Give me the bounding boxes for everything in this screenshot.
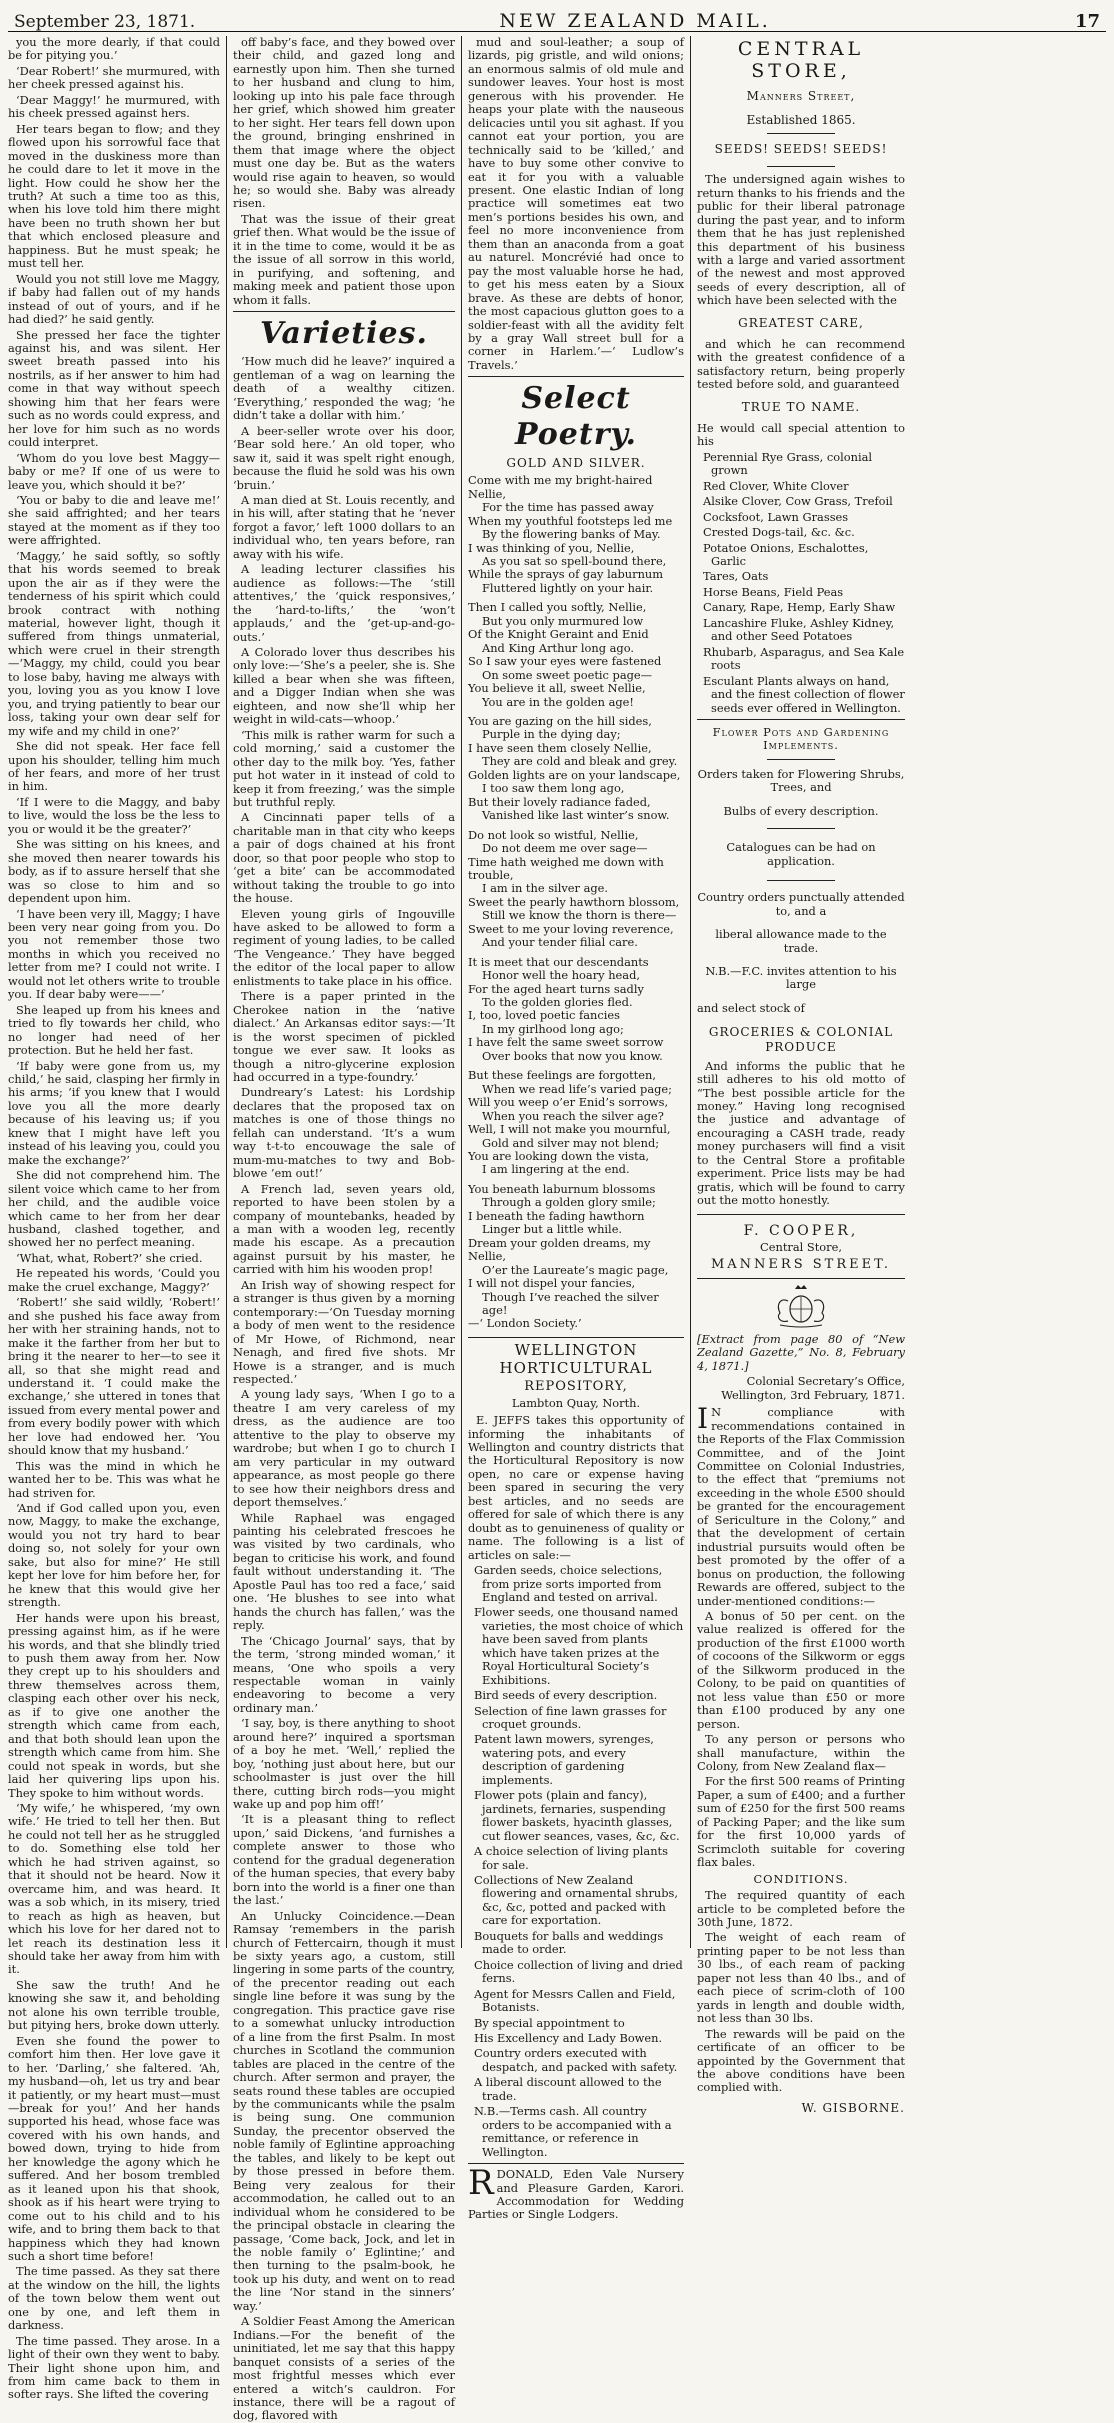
- poem-stanza: [468, 601, 684, 709]
- central-store-title: CENTRAL STORE,: [737, 38, 865, 83]
- poem-line: I too saw them long ago,: [482, 781, 625, 796]
- paragraph: Her hands were upon his breast, pressing against him, as if he were his words, and that she blindly tried to push them away from her. Now they crept up to his shoulders and threw themselves across them, clasping each other over his neck, as if to give one another the strength which came from each, and that both should lean upon the strength which came from him. She could not speak in words, but she laid her quivering lips upon his. They spoke to him without words.: [8, 1610, 220, 1800]
- poem-line: Time hath weighed me down with trouble,: [468, 854, 664, 882]
- paragraph: ‘My wife,’ he whispered, ‘my own wife.’ He tried to tell her then. But he could not tell her as he struggled to do. Something else told her which he had striven against, so that it should not be heard. Now it overcame him, and was heard. It was a sob which, in its misery, tried to reach as high as heaven, but which his love for her dared not to let reach its destination less it should take her away from him with it.: [8, 1801, 220, 1977]
- poem-stanza: [468, 956, 684, 1064]
- divider: [697, 1278, 905, 1279]
- poem-line: As you sat so spell-bound there,: [482, 553, 667, 568]
- issue-date: September 23, 1871.: [14, 12, 196, 32]
- paragraph: Even she found the power to comfort him then. Her love gave it to her. ‘Darling,’ she faltered. ‘Ah, my husband—oh, let us try and bear it patiently, or my heart must—must—break for you!’ And her hands supported his head, whose face was covered with his own hands, and bowed down, trying to hide from her knowledge the agony which he suffered. And her bosom trembled as it leaned upon his that shook, shook as if his heart were trying to come out to his child and to his wife, and to bring them back to that happiness which they had known such a short time before!: [8, 2033, 220, 2263]
- poem-line: But their lovely radiance faded,: [468, 794, 651, 809]
- paragraph: ‘It is a pleasant thing to reflect upon,’ said Dickens, ‘and furnishes a complete answer to those who contend for the gradual degeneration of the human species, that every baby born into the world is a finer one than the last.’: [233, 1812, 455, 1908]
- paragraph: She did not comprehend him. The silent voice which came to her from her child, and the audible voice which came to her from her dear husband, clashed together, and showed her no perfect meaning.: [8, 1168, 220, 1250]
- paragraph: While Raphael was engaged painting his celebrated frescoes he was visited by two cardinals, who began to criticise his work, and found fault without understanding it. ‘The Apostle Paul has too red a face,’ said one. ‘He blushes to see into what hands the church has fallen,’ was the reply.: [233, 1510, 455, 1633]
- poem-stanza: [468, 474, 684, 595]
- section-divider: [468, 376, 684, 377]
- section-divider: [468, 1337, 684, 1338]
- paragraph: The required quantity of each article to be completed before the 30th June, 1872.: [697, 1888, 905, 1929]
- paragraph: The time passed. As they sat there at the window on the hill, the lights of the town below them went out one by one, and left them in darkness.: [8, 2264, 220, 2333]
- poem-line: Fluttered lightly on your hair.: [482, 580, 654, 595]
- poem-line: So I saw your eyes were fastened: [468, 654, 662, 669]
- paragraph: She leaped up from his knees and tried to fly towards her child, who no longer had need of her protection. But he held her fast.: [8, 1002, 220, 1058]
- poem-line: Come with me my bright-haired Nellie,: [468, 473, 653, 501]
- horticultural-intro: E. JEFFS takes this opportunity of informing the inhabitants of Wellington and country districts that the Horticultural Repository is now open, no care or expense having been spared in securing the very best articles, and no seeds are offered for sale of which there is any doubt as to genuineness of quality or name. The following is a list of articles on sale:—: [468, 1413, 684, 1562]
- paragraph: An Irish way of showing respect for a stranger is thus given by a morning contemporary:—‘On Tuesday morning a body of men went to the residence of Mr Howe, of Richmond, near Nenagh, and fired five shots. Mr Howe is a stranger, and is much respected.’: [233, 1277, 455, 1386]
- masthead: [8, 6, 1106, 32]
- poem-line: Sweet the pearly hawthorn blossom,: [468, 894, 680, 909]
- divider: [767, 880, 835, 881]
- paragraph: This was the mind in which he wanted her to be. This was what he had striven for.: [8, 1458, 220, 1500]
- divider: [697, 719, 905, 720]
- poem-line: I was thinking of you, Nellie,: [468, 540, 635, 555]
- poem-line: You beneath laburnum blossoms: [468, 1181, 656, 1196]
- poem-line: Honor well the hoary head,: [482, 968, 640, 983]
- store-established: Established 1865.: [746, 112, 856, 127]
- horticultural-subtitle: REPOSITORY,: [524, 1379, 628, 1395]
- poem-line: To the golden glories fled.: [482, 995, 633, 1010]
- varieties-heading: Varieties.: [260, 316, 428, 352]
- paragraph: He repeated his words, ‘Could you make the cruel exchange, Maggy?’: [8, 1266, 220, 1294]
- poem-line: I will not dispel your fancies,: [468, 1276, 636, 1291]
- poem-line: I am in the silver age.: [482, 881, 609, 896]
- colonial-office: Colonial Secretary’s Office,: [746, 1374, 905, 1389]
- paragraph: you the more dearly, if that could be for pitying you.’: [8, 35, 220, 63]
- paragraph: ‘This milk is rather warm for such a cold morning,’ said a customer the other day to the milk boy. ‘Yes, father put hot water in it instead of cold to keep it from freezing,’ was the simple but truthful reply.: [233, 727, 455, 809]
- poem-line: On some sweet poetic page—: [482, 667, 653, 682]
- store-motto: And informs the public that he still adheres to his old motto of “The best possible article for the money.” Having long recognised the justice and advantage of encouraging a CASH trade, ready money purchasers will find a visit to the Central Store a profitable experiment. Price lists may be had gratis, which will be found to carry out the motto honestly.: [697, 1058, 905, 1208]
- paragraph: off baby’s face, and they bowed over their child, and gazed long and earnestly upon him. Then she turned to her husband and clung to him, looking up into his pale face through her grief, which showed him greater to her sight. Her tears fell down upon the ground, bringing enshrined in them that image where the object must one day be. But as the waters would rise again to heaven, so would he; so would she. Baby was already risen.: [233, 35, 455, 211]
- paragraph: A French lad, seven years old, reported to have been stolen by a company of mountebanks, headed by a man with a wooden leg, recently made his escape. As a precaution against pursuit by his master, he carried with him his wooden prop!: [233, 1181, 455, 1277]
- paragraph: ‘Maggy,’ he said softly, so softly that his words seemed to break upon the air as if they were the tenderness of his spirit which could brook contract with nothing material, however light, though it suffered from things unmaterial, which were cruel in their strength—‘Maggy, my child, could you bear to lose baby, having me always with you, loving you as you know I love you, and trying patiently to bear our loss, taking your own dear self for my wife and my child in one?’: [8, 548, 220, 738]
- paragraph: Cocksfoot, Lawn Grasses: [703, 509, 849, 524]
- poem-line: When we read life’s varied page;: [482, 1081, 672, 1096]
- paragraph: Agent for Messrs Callen and Field, Botanists.: [474, 1986, 676, 2015]
- paragraph: ‘And if God called upon you, even now, Maggy, to make the exchange, would you not try hard to bear doing so, not solely for your own sake, but also for mine?’ He still kept her love for him before her, for he knew that this would give her strength.: [8, 1501, 220, 1610]
- orders-line-1: Orders taken for Flowering Shrubs, Trees, and: [697, 766, 905, 795]
- country-orders-2: liberal allowance made to the trade.: [715, 927, 887, 955]
- special-attention: He would call special attention to his: [697, 420, 905, 449]
- column-4: [697, 36, 905, 2115]
- poem-line: Of the Knight Geraint and Enid: [468, 627, 649, 642]
- divider: [767, 759, 835, 760]
- poem-line: Over books that now you know.: [482, 1048, 663, 1063]
- gisborne-signature: W. GISBORNE.: [801, 2100, 905, 2115]
- poem-line: Do not deem me over sage—: [482, 841, 648, 856]
- store-intro: The undersigned again wishes to return thanks to his friends and the public for their liberal patronage during the past year, and to inform them that he has just replenished this department of his business with a large and varied assortment of the newest and most approved seeds of every description, all of which have been selected with the: [697, 172, 905, 308]
- poem-line: But these feelings are forgotten,: [468, 1068, 656, 1083]
- poem-line: In my girlhood long ago;: [482, 1021, 624, 1036]
- poem-line: They are cold and bleak and grey.: [482, 754, 678, 769]
- paragraph: ‘I have been very ill, Maggy; I have been very near going from you. Do you not remember those two months in which you received no letter from me? I could not write. I would not let others write to trouble you. If dear baby were——’: [8, 906, 220, 1002]
- paragraph: Canary, Rape, Hemp, Early Shaw: [703, 600, 896, 615]
- paragraph: A bonus of 50 per cent. on the value realized is offered for the production of the first £1000 worth of cocoons of the Silkworm or eggs of the Silkworm produced in the Colony, to be paid on quantities of not less value than £50 or more than £100 produced by any one person.: [697, 1609, 905, 1731]
- paragraph: Patent lawn mowers, syrenges, watering pots, and every description of gardening implements.: [474, 1732, 654, 1787]
- paragraph: Eleven young girls of Ingouville have asked to be allowed to form a regiment of young ladies, to be called ‘The Vengeance.’ They have begged the editor of the local paper to allow enlistments to take place in his office.: [233, 906, 455, 988]
- column-2: [233, 35, 462, 2423]
- store-seed-list: [697, 451, 905, 715]
- true-to-name: TRUE TO NAME.: [741, 399, 861, 414]
- paragraph: mud and soul-leather; a soup of lizards, pig gristle, and wild onions; an enormous salmis of old mule and sundower leaves. Your host is most generous with his provender. He heaps your plate with the nauseous delicacies until you sit aghast. If you cannot eat your portion, you are technically said to be ‘killed,’ and have to buy some other convive to eat it for you with a valuable present. One elastic Indian of long practice will sometimes eat two men’s portions besides his own, and feel no more inconvenience from them than an anaconda from a goat au naturel. Moncrévié had once to pay the most valuable horse he had, to get his mess eaten by a Sioux brave. As these are debts of honor, the most capacious glutton goes to a soldier-feast with all the avidity felt by a gray Wall street bull for a corner in Harlem.’—‘ Ludlow’s Travels.’: [468, 35, 684, 372]
- paragraph: A choice selection of living plants for sale.: [474, 1844, 668, 1872]
- paragraph: ‘How much did he leave?’ inquired a gentleman of a wag on learning the death of a wealthy citizen. ‘Everything,’ responded the wag; ‘he didn’t take a dollar with him.’: [233, 354, 455, 423]
- paragraph: The time passed. They arose. In a light of their own they went to baby. Their light shone upon him, and from him came back to them in softer rays. She lifted the covering: [8, 2333, 220, 2402]
- signature-name: F. COOPER,: [743, 1222, 859, 1239]
- poem-line: I have seen them closely Nellie,: [468, 740, 652, 755]
- paragraph: ‘I say, boy, is there anything to shoot around here?’ inquired a sportsman of a boy he met. ‘Well,’ replied the boy, ‘nothing just about here, but our schoolmaster is just over the hill there, cutting birch rods—you might wake up and pop him off!’: [233, 1716, 455, 1812]
- paragraph: She did not speak. Her face fell upon his shoulder, telling him much of her fears, and more of her trust in him.: [8, 739, 220, 794]
- paragraph: His Excellency and Lady Bowen.: [474, 2031, 663, 2045]
- poem-line: You believe it all, sweet Nellie,: [468, 681, 646, 696]
- poem-gold-and-silver: [468, 474, 684, 1331]
- paragraph: Collections of New Zealand flowering and ornamental shrubs, &c, &c, potted and packed with care for exportation.: [474, 1873, 678, 1928]
- donald-advertisement: RDONALD, Eden Vale Nursery and Pleasure Garden, Karori. Accommodation for Wedding Parties or Single Lodgers.: [468, 2163, 684, 2222]
- poem-line: Golden lights are on your landscape,: [468, 767, 681, 782]
- poem-line: And King Arthur long ago.: [482, 640, 634, 655]
- paragraph: A liberal discount allowed to the trade.: [474, 2075, 662, 2103]
- paragraph: Crested Dogs-tail, &c. &c.: [703, 525, 855, 540]
- gazette-extract: [Extract from page 80 of “New Zealand Gazette,” No. 8, February 4, 1871.]: [697, 1331, 905, 1373]
- divider: [767, 166, 835, 167]
- paragraph: Flower seeds, one thousand named varieties, the most choice of which have been saved from plants which have taken prizes at the Royal Horticultural Society’s Exhibitions.: [474, 1605, 684, 1687]
- poem-line: Sweet to me your loving reverence,: [468, 921, 674, 936]
- poem-line: I beneath the fading hawthorn: [468, 1208, 645, 1223]
- poem-line: You are gazing on the hill sides,: [468, 713, 652, 728]
- section-divider: [233, 311, 455, 312]
- poem-line: When you reach the silver age?: [482, 1108, 664, 1123]
- poem-stanza: [468, 1183, 684, 1331]
- paragraph: Potatoe Onions, Eschalottes, Garlic: [703, 540, 869, 569]
- paragraph: A Soldier Feast Among the American Indians.—For the benefit of the uninitiated, let me say that this happy banquet consists of a series of the most frightful messes which ever entered a witch’s cauldron. For instance, there will be a ragout of dog, flavored with: [233, 2314, 455, 2423]
- poem-line: Then I called you softly, Nellie,: [468, 600, 647, 615]
- poem-line: But you only murmured low: [482, 613, 644, 628]
- signature-street: MANNERS STREET.: [710, 1256, 891, 1272]
- gazette-date: Wellington, 3rd February, 1871.: [721, 1387, 905, 1402]
- divider: [767, 828, 835, 829]
- poem-line: Though I’ve reached the silver age!: [482, 1289, 659, 1317]
- paragraph: Alsike Clover, Cow Grass, Trefoil: [703, 494, 893, 509]
- paragraph: A Cincinnati paper tells of a charitable man in that city who keeps a pair of dogs chained at his front door, so that poor people who stop to ‘get a bite’ can be accommodated without taking the trouble to go into the house.: [233, 810, 455, 906]
- poem-line: You are looking down the vista,: [468, 1149, 650, 1164]
- page-number: 17: [1074, 11, 1100, 32]
- store-street: Manners Street,: [746, 88, 856, 103]
- paragraph: The rewards will be paid on the certificate of an officer to be appointed by the Government that the above conditions have been complied with.: [697, 2026, 905, 2095]
- poem-line: Vanished like last winter’s snow.: [482, 808, 670, 823]
- poem-line: I, too, loved poetic fancies: [468, 1008, 620, 1023]
- paragraph: Country orders executed with despatch, and packed with safety.: [474, 2046, 678, 2074]
- poem-line: When my youthful footsteps led me: [468, 513, 673, 528]
- paragraph: Flower pots (plain and fancy), jardinets, fernaries, suspending flower baskets, hyacinth glasses, cut flower seances, vases, &c, &c.: [474, 1788, 680, 1843]
- poem-line: Linger but a little while.: [482, 1222, 623, 1237]
- nb-line-1: N.B.—F.C. invites attention to his large: [705, 963, 897, 992]
- greatest-care: GREATEST CARE,: [738, 315, 864, 330]
- poem-line: Purple in the dying day;: [482, 727, 621, 742]
- divider: [697, 1214, 905, 1215]
- paragraph: Her tears began to flow; and they flowed upon his sorrowful face that moved in the duskiness more than he could dare to let it move in the light. How could he show her the truth? At such a time too as this, when his love told him there might have been no truth shown her but that which enclosed pleasure and happiness. But he must speak; he must tell her.: [8, 121, 220, 271]
- poem-line: For the aged heart turns sadly: [468, 981, 644, 996]
- paragraph: Rhubarb, Asparagus, and Sea Kale roots: [703, 644, 905, 673]
- paragraph: A Colorado lover thus describes his only love:—‘She’s a peeler, she is. She killed a bear when she was fifteen, and a Digger Indian when she was eighteen, and now she’ll whip her weight in wild-cats—whoop.’: [233, 644, 455, 727]
- newspaper-title: NEW ZEALAND MAIL.: [499, 10, 771, 32]
- poem-line: While the sprays of gay laburnum: [468, 567, 664, 582]
- poem-line: It is meet that our descendants: [468, 954, 649, 969]
- country-orders-1: Country orders punctually attended to, and a: [697, 890, 905, 918]
- poem-line: Will you weep o’er Enid’s sorrows,: [468, 1095, 669, 1110]
- paragraph: The weight of each ream of printing paper to be not less than 30 lbs., of each ream of packing paper not less than 40 lbs., and of each piece of scrim-cloth of 100 yards in length and double width, not less than 30 lbs.: [697, 1930, 905, 2026]
- store-confidence: and which he can recommend with the greatest confidence of a satisfactory return, being properly tested before sold, and guaranteed: [697, 336, 905, 392]
- signature-place: Central Store,: [760, 1240, 842, 1255]
- column-1: [8, 35, 227, 2402]
- horticultural-item-list: [468, 1564, 684, 2159]
- poem-line: I have felt the same sweet sorrow: [468, 1035, 664, 1050]
- paragraph: She pressed her face the tighter against his, and was silent. Her sweet breath passed into his nostrils, as if her answer to him had come in that way without speech showing him that her fears were such as no words could express, and her love for him such as no words could interpret.: [8, 327, 220, 450]
- poem-line: Gold and silver may not blend;: [482, 1135, 660, 1150]
- poem-line: For the time has passed away: [482, 500, 654, 515]
- poem-line: Still we know the thorn is there—: [482, 908, 677, 923]
- poem-stanza: [468, 715, 684, 823]
- paragraph: A leading lecturer classifies his audience as follows:—The ‘still attentives,’ the ‘quick responsives,’ the ‘hard-to-lifts,’ the ‘won’t applauds,’ and the ‘get-up-and-go-outs.’: [233, 562, 455, 644]
- paragraph: N.B.—Terms cash. All country orders to be accompanied with a remittance, or reference in Wellington.: [474, 2104, 672, 2159]
- poem-stanza: [468, 1069, 684, 1177]
- paragraph: Bouquets for balls and weddings made to order.: [474, 1928, 664, 1957]
- paragraph: ‘If I were to die Maggy, and baby to live, would the loss be the less to you or would it be the greater?’: [8, 794, 220, 836]
- horticultural-address: Lambton Quay, North.: [511, 1395, 641, 1410]
- gazette-intro: I N compliance with recommendations contained in the Reports of the Flax Commission Committee, and of the Joint Committee on Colonial Industries, to the effect that “premiums not exceeding in the whole £500 should be granted for the encouragement of Sericulture in the Colony,” and that the development of certain industrial pursuits would often be best promoted by the offer of a bonus on production, the following Rewards are offered, subject to the under-mentioned conditions:—: [697, 1402, 905, 1608]
- poem-line: O’er the Laureate’s magic page,: [482, 1262, 669, 1277]
- paragraph: An Unlucky Coincidence.—Dean Ramsay ‘remembers in the parish church of Fettercairn, though it must be sixty years ago, a custom, still lingering in some parts of the country, of the precentor reading out each single line before it was sung by the congregation. This practice gave rise to a somewhat unlucky introduction of a line from the first Psalm. In most churches in Scotland the communion tables are placed in the centre of the church. After sermon and prayer, the seats round these tables are occupied by the communicants while the psalm is being sung. One communion Sunday, the precentor observed the noble family of Eglintine approaching the tables, and likely to be kept out by those pressed in before them. Being very zealous for their accommodation, he called out to an individual whom he considered to be the principal obstacle in clearing the passage, ‘Come back, Jock, and let in the noble family o’ Eglintine;’ and then turning to the psalm-book, he took up his duty, and went on to read the line ‘Nor stand in the sinners’ way.’: [233, 1908, 455, 2313]
- paragraph: Red Clover, White Clover: [703, 478, 849, 493]
- paragraph: Dundreary’s Latest: his Lordship declares that the proposed tax on matches is one of those things no fellah can understand. ‘It’s a wum way t-t-to encouwage the sale of mum-mu-matches to twy and Bob-blowe ’em out!’: [233, 1085, 455, 1181]
- seeds-banner: SEEDS! SEEDS! SEEDS!: [714, 142, 888, 157]
- paragraph: Garden seeds, choice selections, from prize sorts imported from England and tested on arrival.: [474, 1563, 663, 1604]
- flower-pots-line: Flower Pots and Gardening Implements.: [712, 725, 890, 753]
- paragraph: ‘Dear Maggy!’ he murmured, with his cheek pressed against hers.: [8, 92, 220, 121]
- paragraph: ‘What, what, Robert?’ she cried.: [16, 1250, 203, 1265]
- poem-line: Well, I will not make you mournful,: [468, 1122, 671, 1137]
- paragraph: She was sitting on his knees, and she moved then nearer towards his body, as if to assure herself that she was so close to him and so dependent upon him.: [8, 837, 220, 906]
- paragraph: Bird seeds of every description.: [474, 1688, 658, 1703]
- paragraph: Selection of fine lawn grasses for croquet grounds.: [474, 1703, 667, 1732]
- paragraph: A man died at St. Louis recently, and in his will, after stating that he ‘never forgot a favor,’ left 1000 dollars to an individual who, ten years before, ran away with his wife.: [233, 492, 455, 561]
- paragraph: ‘Whom do you love best Maggy—baby or me? If one of us were to leave you, which should it be?’: [8, 450, 220, 492]
- poem-line: You are in the golden age!: [482, 694, 634, 709]
- paragraph: Lancashire Fluke, Ashley Kidney, and other Seed Potatoes: [703, 615, 895, 644]
- royal-coat-of-arms-icon: [766, 1283, 836, 1329]
- paragraph: For the first 500 reams of Printing Paper, a sum of £400; and a further sum of £250 for the first 500 reams of Packing Paper; and the like sum for the first 10,000 yards of Scrimcloth suitable for covering flax bales.: [697, 1774, 905, 1870]
- paragraph: She saw the truth! And he knowing she saw it, and beholding not alone his own terrible trouble, but pitying hers, broke down utterly.: [8, 1977, 220, 2033]
- paragraph: Would you not still love me Maggy, if baby had fallen out of my hands instead of out of yours, and if he had died?’ he said gently.: [8, 271, 220, 327]
- paragraph: Horse Beans, Field Peas: [703, 584, 844, 599]
- groceries-line: GROCERIES & COLONIAL PRODUCE: [708, 1025, 894, 1054]
- poem-title: GOLD AND SILVER.: [506, 456, 646, 471]
- divider: [767, 133, 835, 134]
- poem-stanza: [468, 829, 684, 950]
- catalogues-line: Catalogues can be had on application.: [726, 840, 876, 868]
- column-3: [468, 35, 691, 2222]
- paragraph: Choice collection of living and dried ferns.: [474, 1957, 683, 1986]
- paragraph: ‘Dear Robert!’ she murmured, with her cheek pressed against his.: [8, 63, 220, 92]
- poem-line: I am lingering at the end.: [482, 1162, 630, 1177]
- paragraph: A young lady says, ‘When I go to a theatre I am very careless of my dress, as the audience are too attentive to the play to observe my wardrobe; but when I go to church I am very particular in my outward appearance, as most people go there to see how their neighbors dress and deport themselves.’: [233, 1387, 455, 1510]
- poem-line: And your tender filial care.: [482, 935, 638, 950]
- paragraph: A beer-seller wrote over his door, ‘Bear sold here.’ An old toper, who saw it, said it was spelt right enough, because the fluid he sold was his own ‘bruin.’: [233, 423, 455, 492]
- paragraph: The ‘Chicago Journal’ says, that by the term, ‘strong minded woman,’ it means, ‘One who spoils a very respectable woman in vainly endeavoring to become a very ordinary man.’: [233, 1633, 455, 1715]
- paragraph: Tares, Oats: [703, 569, 769, 584]
- paragraph: There is a paper printed in the Cherokee nation in the ‘native dialect.’ An Arkansas editor says:—‘It is the worst specimen of pickled tongue we ever saw. It looks as though a nitro-glycerine explosion had occurred in a type-foundry.’: [233, 989, 455, 1085]
- section-divider: [468, 2163, 684, 2164]
- poem-line: —‘ London Society.’: [468, 1316, 582, 1331]
- nb-line-2: and select stock of: [697, 1000, 805, 1015]
- paragraph: Perennial Rye Grass, colonial grown: [703, 449, 873, 478]
- paragraph: That was the issue of their great grief then. What would be the issue of it in the time to come, would it be as the issue of all sorrow in this world, in purifying, and softening, and making meek and patient those upon whom it falls.: [233, 211, 455, 307]
- paragraph: By special appointment to: [474, 2015, 625, 2030]
- poem-line: Do not look so wistful, Nellie,: [468, 827, 639, 842]
- conditions-heading: CONDITIONS.: [753, 1871, 849, 1886]
- paragraph: Esculant Plants always on hand, and the finest collection of flower seeds ever offered in Wellington.: [703, 673, 905, 715]
- poem-line: By the flowering banks of May.: [482, 527, 661, 542]
- paragraph: To any person or persons who shall manufacture, within the Colony, from New Zealand flax—: [697, 1732, 905, 1773]
- select-poetry-heading: Select Poetry.: [515, 381, 637, 452]
- horticultural-title: WELLINGTON HORTICULTURAL: [499, 1340, 653, 1377]
- paragraph: ‘Robert!’ she said wildly, ‘Robert!’ and she pushed his face away from her with her straining hands, not to make it the farther from her but to bring it the nearer to her—to see it all, so that she might read and understand it. ‘I could make the exchange,’ she uttered in tones that issued from every mental power and from every bodily power with which her love had endowed her. ‘You should know that my husband.’: [8, 1295, 220, 1458]
- poem-line: Through a golden glory smile;: [482, 1195, 656, 1210]
- orders-line-2: Bulbs of every description.: [723, 803, 879, 818]
- poem-line: Dream your golden dreams, my Nellie,: [468, 1235, 651, 1264]
- paragraph: ‘If baby were gone from us, my child,’ he said, clasping her firmly in his arms; ‘if you knew that I would love you all the more dearly because of his leaving us; if you knew that I might have left you instead of his leaving you, could you make the exchange?’: [8, 1058, 220, 1167]
- paragraph: ‘You or baby to die and leave me!’ she said affrighted; and her tears stayed at the moment as if they too were affrighted.: [8, 492, 220, 548]
